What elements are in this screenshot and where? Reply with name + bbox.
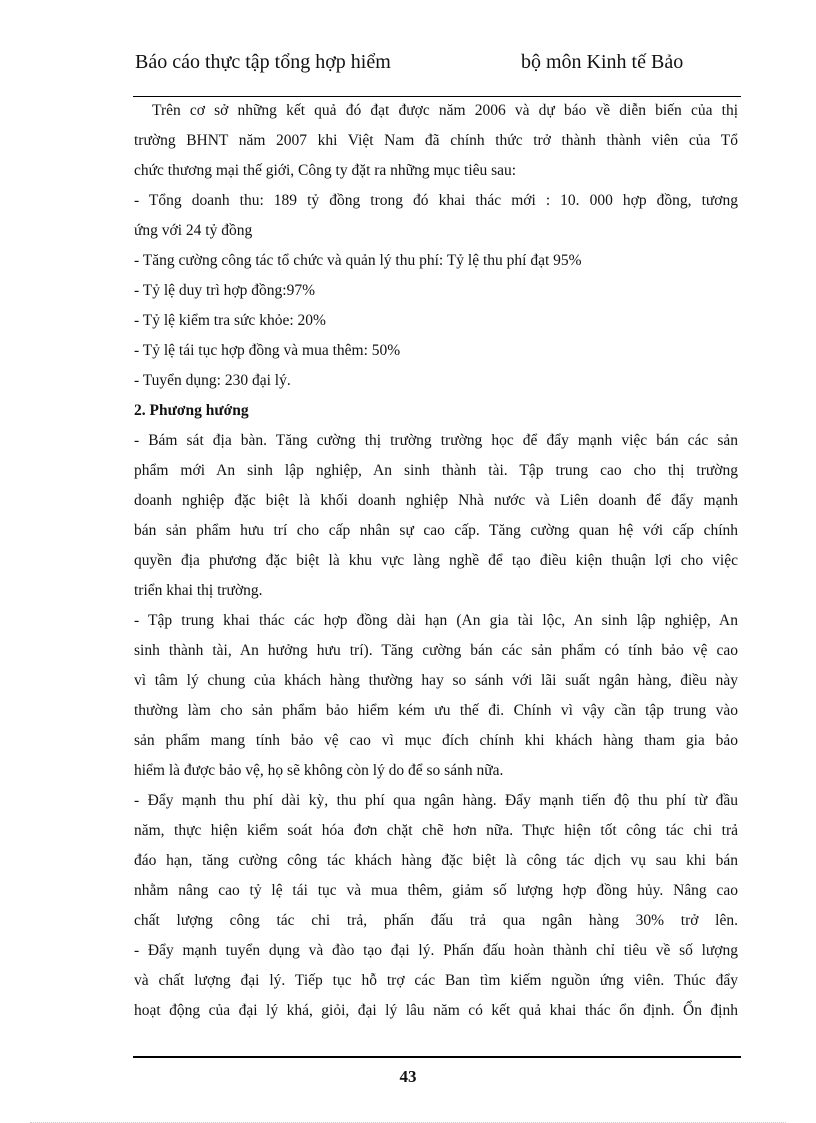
text-line: sản phẩm mang tính bảo vệ cao vì mục đích chính khi khách hàng tham gia bảo (134, 732, 738, 749)
text-line: hoạt động của đại lý khá, giỏi, đại lý lâu năm có kết quả khai thác ổn định. Ổn định (134, 1002, 738, 1019)
text-line: - Tổng doanh thu: 189 tỷ đồng trong đó khai thác mới : 10. 000 hợp đồng, tương (134, 192, 738, 209)
text-line: sinh thành tài, An hưởng hưu trí). Tăng cường bán các sản phẩm có tính bảo vệ cao (134, 642, 738, 659)
text-line: đáo hạn, tăng cường công tác khách hàng đặc biệt là công tác dịch vụ sau khi bán (134, 852, 738, 869)
text-line: trường BHNT năm 2007 khi Việt Nam đã chính thức trở thành thành viên của Tổ (134, 132, 738, 149)
text-line: - Tập trung khai thác các hợp đồng dài hạn (An gia tài lộc, An sinh lập nghiệp, An (134, 612, 738, 629)
header-right-title: bộ môn Kinh tế Bảo (521, 51, 684, 73)
text-line: bán sản phẩm hưu trí cho cấp nhân sự cao cấp. Tăng cường quan hệ với cấp chính (134, 522, 738, 539)
text-line: triển khai thị trường. (134, 582, 263, 599)
header-left-title: Báo cáo thực tập tổng hợp hiểm (135, 51, 391, 73)
text-line: ứng với 24 tỷ đồng (134, 222, 253, 239)
text-line: - Đẩy mạnh tuyển dụng và đào tạo đại lý. Phấn đấu hoàn thành chỉ tiêu về số lượng (134, 942, 738, 959)
text-line: - Tỷ lệ duy trì hợp đồng:97% (134, 282, 315, 299)
document-body (134, 96, 738, 1026)
text-line: hiểm là được bảo vệ, họ sẽ không còn lý do để so sánh nữa. (134, 762, 504, 779)
text-line: doanh nghiệp đặc biệt là khối doanh nghiệp Nhà nước và Liên doanh để đẩy mạnh (134, 492, 738, 509)
text-line: - Tỷ lệ tái tục hợp đồng và mua thêm: 50% (134, 342, 401, 359)
text-line: quyền địa phương đặc biệt là khu vực làng nghề để tạo điều kiện thuận lợi cho việc (134, 552, 738, 569)
text-line: thường làm cho sản phẩm bảo hiểm kém ưu thế đi. Chính vì vậy cần tập trung vào (134, 702, 738, 719)
text-line: nhằm nâng cao tỷ lệ tái tục và mua thêm, giảm số lượng hợp đồng hủy. Nâng cao (134, 882, 738, 899)
text-line: năm, thực hiện kiểm soát hóa đơn chặt chẽ hơn nữa. Thực hiện tốt công tác chi trả (134, 822, 738, 839)
footer-rule (133, 1056, 741, 1058)
text-line: - Tỷ lệ kiểm tra sức khỏe: 20% (134, 312, 326, 329)
text-line: - Tuyển dụng: 230 đại lý. (134, 372, 291, 389)
text-line: và chất lượng đại lý. Tiếp tục hỗ trợ các Ban tìm kiếm nguồn ứng viên. Thúc đẩy (134, 972, 738, 989)
text-line: - Tăng cường công tác tổ chức và quản lý thu phí: Tỷ lệ thu phí đạt 95% (134, 252, 582, 269)
text-line: chất lượng công tác chi trả, phấn đấu trả qua ngân hàng 30% trở lên. (134, 912, 738, 929)
text-line: vì tâm lý chung của khách hàng thường hay so sánh với lãi suất ngân hàng, điều này (134, 672, 738, 689)
page-number: 43 (399, 1067, 417, 1086)
section-heading: 2. Phương hướng (134, 402, 249, 419)
text-line: chức thương mại thế giới, Công ty đặt ra những mục tiêu sau: (134, 162, 517, 179)
text-line: - Đẩy mạnh thu phí dài kỳ, thu phí qua ngân hàng. Đẩy mạnh tiến độ thu phí từ đầu (134, 792, 738, 809)
text-line: phẩm mới An sinh lập nghiệp, An sinh thành tài. Tập trung cao cho thị trường (134, 462, 738, 479)
text-line: - Bám sát địa bàn. Tăng cường thị trường trường học để đẩy mạnh việc bán các sản (134, 432, 738, 449)
text-line: Trên cơ sở những kết quả đó đạt được năm 2006 và dự báo về diễn biến của thị (134, 102, 738, 119)
